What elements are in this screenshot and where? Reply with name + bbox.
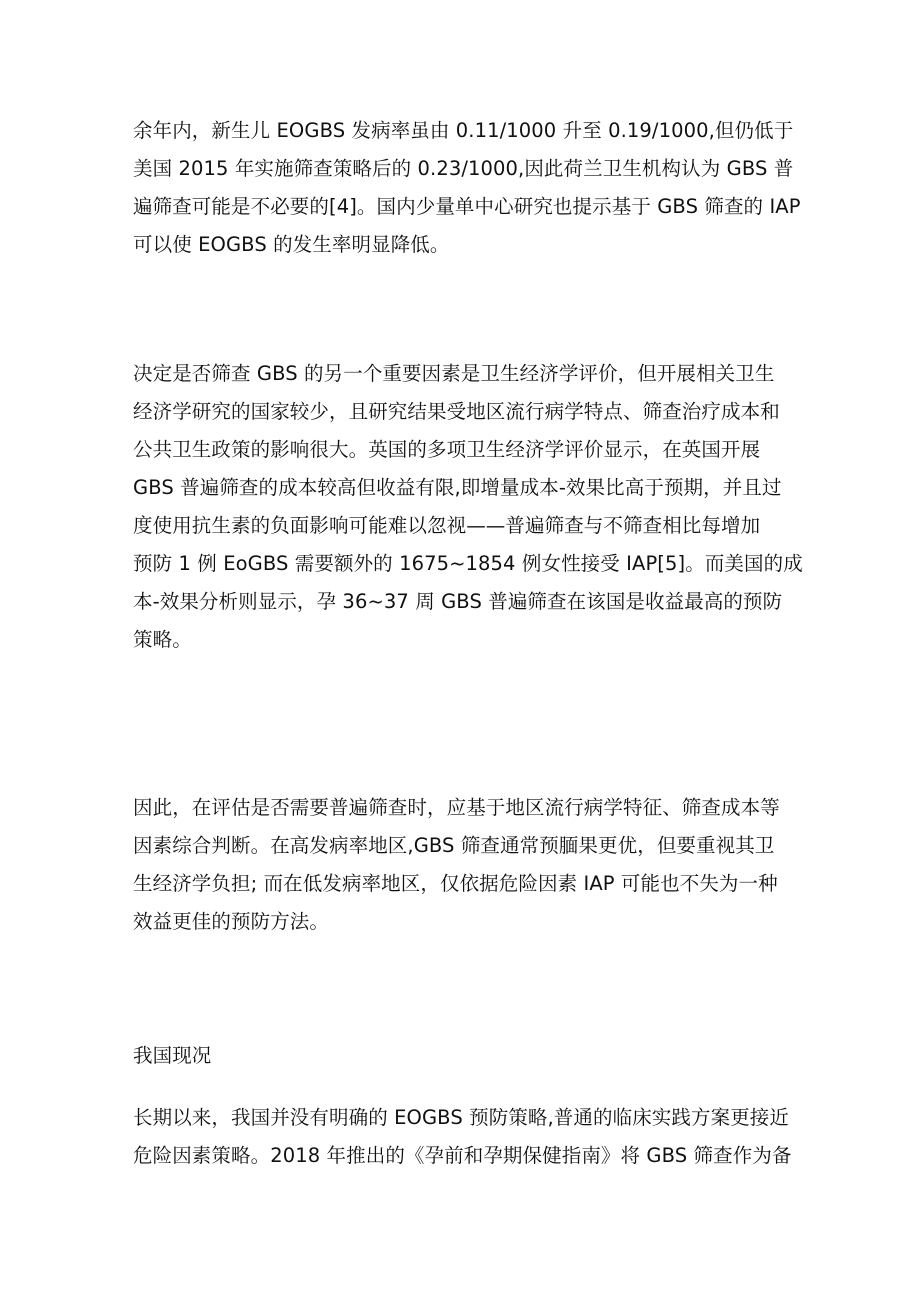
text-line: 效益更佳的预防方法。 [133, 910, 330, 933]
paragraph-screening-judgment [133, 789, 803, 941]
text-line: 经济学研究的国家较少，且研究结果受地区流行病学特点、筛查治疗成本和 [133, 400, 780, 423]
text-line: 遍筛查可能是不必要的[4]。国内少量单中心研究也提示基于 GBS 筛查的 IAP [133, 195, 801, 218]
text-line: 危险因素策略。2018 年推出的《孕前和孕期保健指南》将 GBS 筛查作为备 [133, 1144, 792, 1167]
text-line: 度使用抗生素的负面影响可能难以忽视——普遍筛查与不筛查相比每增加 [133, 514, 761, 537]
text-line: 可以使 EOGBS 的发生率明显降低。 [133, 233, 450, 256]
paragraph-china-status [133, 1099, 803, 1175]
text-line: 本-效果分析则显示，孕 36~37 周 GBS 普遍筛查在该国是收益最高的预防 [133, 590, 783, 613]
text-line: 长期以来，我国并没有明确的 EOGBS 预防策略,普通的临床实践方案更接近 [133, 1106, 789, 1129]
text-line: 策略。 [133, 628, 192, 651]
text-line: 预防 1 例 EoGBS 需要额外的 1675~1854 例女性接受 IAP[5]。而美国的成 [133, 552, 803, 575]
section-heading-text: 我国现况 [133, 1044, 212, 1067]
section-heading [133, 1037, 803, 1075]
text-line: GBS 普遍筛查的成本较高但收益有限,即增量成本-效果比高于预期，并且过 [133, 476, 782, 499]
paragraph-eogbs-incidence [133, 112, 803, 264]
text-line: 余年内，新生儿 EOGBS 发病率虽由 0.11/1000 升至 0.19/1000,但仍低于 [133, 119, 794, 142]
text-line: 决定是否筛查 GBS 的另一个重要因素是卫生经济学评价，但开展相关卫生 [133, 362, 775, 385]
text-line: 因此，在评估是否需要普遍筛查时，应基于地区流行病学特征、筛查成本等 [133, 796, 780, 819]
text-line: 公共卫生政策的影响很大。英国的多项卫生经济学评价显示，在英国开展 [133, 438, 761, 461]
text-line: 因素综合判断。在高发病率地区,GBS 筛查通常预腼果更优，但要重视其卫 [133, 834, 775, 857]
text-line: 生经济学负担; 而在低发病率地区，仅依据危险因素 IAP 可能也不失为一种 [133, 872, 778, 895]
paragraph-health-economics [133, 355, 803, 659]
text-line: 美国 2015 年实施筛查策略后的 0.23/1000,因此荷兰卫生机构认为 GBS 普 [133, 157, 794, 180]
